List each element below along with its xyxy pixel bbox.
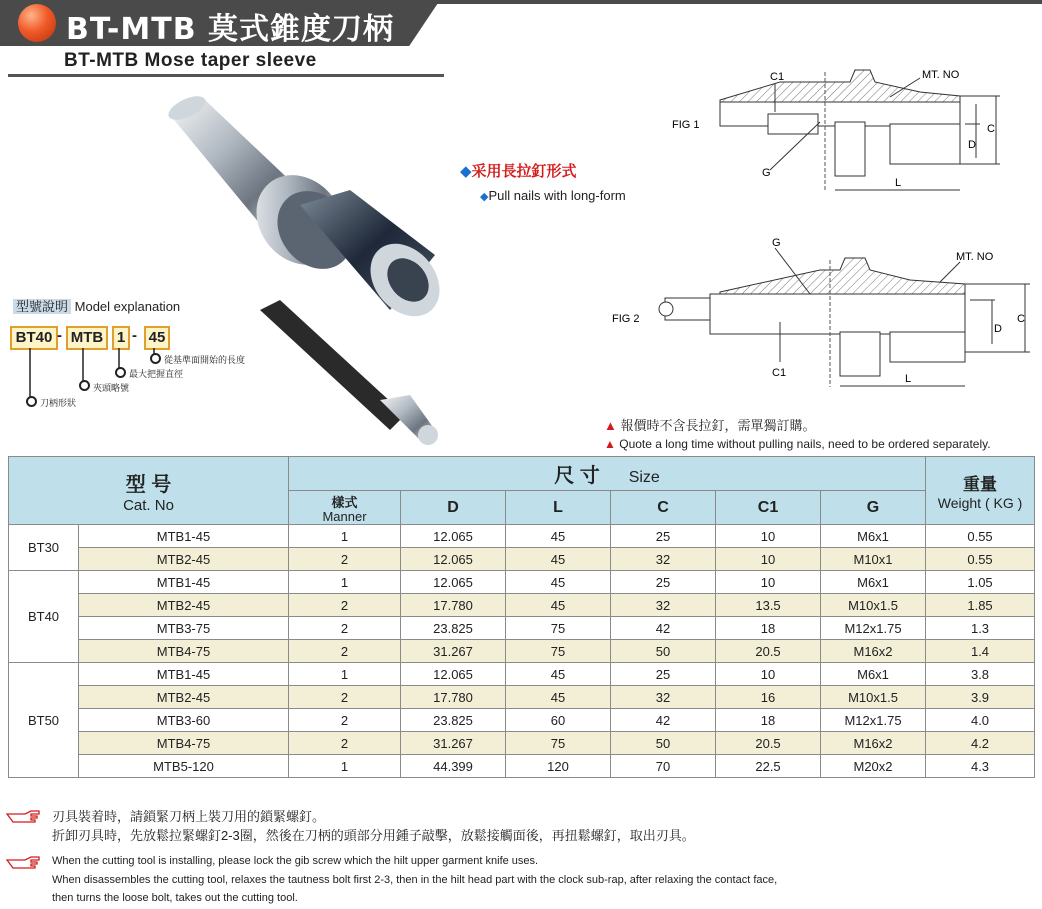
table-cell: 2 bbox=[289, 617, 401, 640]
table-cell: M16x2 bbox=[821, 640, 926, 663]
table-row bbox=[9, 525, 1035, 548]
table-cell: 2 bbox=[289, 640, 401, 663]
table-cell: 12.065 bbox=[401, 525, 506, 548]
table-cell: 45 bbox=[506, 686, 611, 709]
subtitle-underline bbox=[8, 74, 444, 77]
group-label: BT40 bbox=[9, 571, 79, 663]
legend-dot bbox=[79, 380, 90, 391]
fig1-l: L bbox=[895, 177, 902, 189]
table-cell: 42 bbox=[611, 709, 716, 732]
table-row bbox=[9, 709, 1035, 732]
table-cell: 32 bbox=[611, 594, 716, 617]
table-cell: 4.0 bbox=[926, 709, 1035, 732]
orange-ball-icon bbox=[18, 4, 56, 42]
fig2-c1: C1 bbox=[772, 367, 787, 379]
fig1-c: C bbox=[987, 123, 995, 135]
table-cell: 75 bbox=[506, 617, 611, 640]
table-cell: 70 bbox=[611, 755, 716, 778]
table-cell: M10x1.5 bbox=[821, 686, 926, 709]
table-row bbox=[9, 594, 1035, 617]
table-cell: 45 bbox=[506, 663, 611, 686]
fig1-mt: MT. NO bbox=[922, 69, 960, 81]
pointing-hand-icon bbox=[6, 856, 40, 870]
table-cell: 2 bbox=[289, 686, 401, 709]
table-cell: 18 bbox=[716, 709, 821, 732]
bottom-note-en-3: then turns the loose bolt, takes out the cutting tool. bbox=[52, 892, 298, 904]
table-cell: 23.825 bbox=[401, 617, 506, 640]
code-clamp: MTB bbox=[66, 326, 108, 350]
table-cell: MTB5-120 bbox=[79, 755, 289, 778]
col-g-header: G bbox=[821, 491, 926, 525]
table-cell: 4.2 bbox=[926, 732, 1035, 755]
col-d-header: D bbox=[401, 491, 506, 525]
long-pull-note-en: ◆Pull nails with long-form bbox=[480, 188, 626, 203]
table-cell: 25 bbox=[611, 525, 716, 548]
fig1-g: G bbox=[762, 167, 771, 179]
table-row bbox=[9, 548, 1035, 571]
figure-2-drawing bbox=[600, 232, 1040, 392]
table-cell: 22.5 bbox=[716, 755, 821, 778]
table-cell: 1.05 bbox=[926, 571, 1035, 594]
model-explanation-en: Model explanation bbox=[74, 299, 181, 314]
table-cell: 20.5 bbox=[716, 732, 821, 755]
col-l-header: L bbox=[506, 491, 611, 525]
table-cell: 4.3 bbox=[926, 755, 1035, 778]
table-cell: 2 bbox=[289, 709, 401, 732]
table-cell: M10x1 bbox=[821, 548, 926, 571]
table-cell: 31.267 bbox=[401, 732, 506, 755]
table-cell: 50 bbox=[611, 732, 716, 755]
red-triangle-icon: ▲ bbox=[604, 437, 616, 451]
fig2-c: C bbox=[1017, 313, 1025, 325]
figure-1-drawing bbox=[660, 62, 1040, 202]
table-row bbox=[9, 686, 1035, 709]
legend-clamp: 夾頭略號 bbox=[93, 383, 130, 393]
table-row bbox=[9, 732, 1035, 755]
table-cell: 60 bbox=[506, 709, 611, 732]
table-cell: 1 bbox=[289, 525, 401, 548]
table-cell: 1 bbox=[289, 571, 401, 594]
table-cell: 20.5 bbox=[716, 640, 821, 663]
table-row bbox=[9, 755, 1035, 778]
bottom-note-cn-1: 刃具裝着時，請鎖緊刀柄上裝刀用的鎖緊螺釘。 bbox=[52, 809, 326, 824]
table-cell: 18 bbox=[716, 617, 821, 640]
table-cell: 0.55 bbox=[926, 548, 1035, 571]
pointing-hand-icon bbox=[6, 810, 40, 824]
table-cell: 17.780 bbox=[401, 594, 506, 617]
table-cell: MTB1-45 bbox=[79, 571, 289, 594]
table-row bbox=[9, 663, 1035, 686]
table-cell: 45 bbox=[506, 548, 611, 571]
bottom-note-en-1: When the cutting tool is installing, please lock the gib screw which the hilt upper garment knife uses. bbox=[52, 855, 539, 867]
fig1-label: FIG 1 bbox=[672, 119, 700, 131]
table-cell: M12x1.75 bbox=[821, 617, 926, 640]
code-diameter: 1 bbox=[112, 326, 130, 350]
red-triangle-icon: ▲ bbox=[604, 418, 617, 433]
fig2-d: D bbox=[994, 323, 1002, 335]
table-cell: 32 bbox=[611, 686, 716, 709]
table-cell: 31.267 bbox=[401, 640, 506, 663]
table-cell: MTB2-45 bbox=[79, 686, 289, 709]
code-dash: - bbox=[132, 327, 137, 344]
table-cell: MTB4-75 bbox=[79, 732, 289, 755]
table-cell: MTB4-75 bbox=[79, 640, 289, 663]
code-length: 45 bbox=[144, 326, 170, 350]
table-cell: 42 bbox=[611, 617, 716, 640]
table-cell: 23.825 bbox=[401, 709, 506, 732]
col-c1-header: C1 bbox=[716, 491, 821, 525]
table-cell: 1.85 bbox=[926, 594, 1035, 617]
table-cell: MTB2-45 bbox=[79, 548, 289, 571]
model-explanation-label bbox=[13, 296, 180, 315]
size-header: 尺 寸 Size bbox=[289, 457, 926, 491]
table-cell: 17.780 bbox=[401, 686, 506, 709]
blue-diamond-icon: ◆ bbox=[480, 191, 489, 203]
header-top-rule bbox=[430, 0, 1042, 4]
table-cell: M20x2 bbox=[821, 755, 926, 778]
table-cell: M16x2 bbox=[821, 732, 926, 755]
code-shape: BT40 bbox=[10, 326, 58, 350]
table-cell: 45 bbox=[506, 594, 611, 617]
col-c-header: C bbox=[611, 491, 716, 525]
table-cell: 1 bbox=[289, 663, 401, 686]
table-row bbox=[9, 640, 1035, 663]
table-cell: M6x1 bbox=[821, 571, 926, 594]
table-cell: 25 bbox=[611, 571, 716, 594]
table-cell: M10x1.5 bbox=[821, 594, 926, 617]
table-cell: 1 bbox=[289, 755, 401, 778]
table-cell: 1.4 bbox=[926, 640, 1035, 663]
warning-cn: ▲ 報價時不含長拉釘，需單獨訂購。 bbox=[604, 418, 816, 433]
page-title: BT-MTB 莫式錐度刀柄 bbox=[66, 12, 394, 47]
model-explanation-cn: 型號說明 bbox=[13, 299, 71, 314]
table-cell: 13.5 bbox=[716, 594, 821, 617]
table-cell: 75 bbox=[506, 732, 611, 755]
legend-shape: 刀柄形狀 bbox=[40, 398, 77, 408]
fig1-d: D bbox=[968, 139, 976, 151]
legend-dot bbox=[150, 353, 161, 364]
fig2-l: L bbox=[905, 373, 912, 385]
table-cell: 44.399 bbox=[401, 755, 506, 778]
page-subtitle: BT-MTB Mose taper sleeve bbox=[64, 50, 317, 71]
table-cell: 10 bbox=[716, 571, 821, 594]
legend-dot bbox=[26, 396, 37, 407]
table-cell: 1.3 bbox=[926, 617, 1035, 640]
table-cell: 32 bbox=[611, 548, 716, 571]
fig1-c1: C1 bbox=[770, 71, 785, 83]
table-cell: 25 bbox=[611, 663, 716, 686]
table-cell: MTB1-45 bbox=[79, 663, 289, 686]
table-cell: M12x1.75 bbox=[821, 709, 926, 732]
table-cell: 3.9 bbox=[926, 686, 1035, 709]
weight-header: 重量 Weight ( KG ) bbox=[926, 457, 1035, 525]
group-label: BT30 bbox=[9, 525, 79, 571]
fig2-mt: MT. NO bbox=[956, 251, 994, 263]
table-row bbox=[9, 571, 1035, 594]
table-cell: MTB3-75 bbox=[79, 617, 289, 640]
bottom-note-en-2: When disassembles the cutting tool, relaxes the tautness bolt first 2-3, then in the hilt head part with the clock sub-rap, after relaxing the contact face, bbox=[52, 874, 778, 886]
legend-diameter: 最大把握直徑 bbox=[129, 369, 184, 379]
table-cell: 12.065 bbox=[401, 663, 506, 686]
table-cell: 45 bbox=[506, 571, 611, 594]
bottom-note-cn-2: 折卸刃具時，先放鬆拉緊螺釘2-3圈，然後在刀柄的頭部分用鍾子敲擊，放鬆接觸面後，再扭鬆螺釘，取出刃具。 bbox=[52, 828, 695, 843]
table-cell: 10 bbox=[716, 525, 821, 548]
table-cell: 45 bbox=[506, 525, 611, 548]
table-cell: 2 bbox=[289, 732, 401, 755]
blue-diamond-icon: ◆ bbox=[460, 163, 472, 180]
warning-en: ▲ Quote a long time without pulling nails, need to be ordered separately. bbox=[604, 437, 991, 451]
legend-length: 從基準面開始的長度 bbox=[164, 355, 246, 365]
table-cell: 50 bbox=[611, 640, 716, 663]
fig2-label: FIG 2 bbox=[612, 313, 640, 325]
table-cell: 2 bbox=[289, 548, 401, 571]
table-cell: 120 bbox=[506, 755, 611, 778]
table-cell: 12.065 bbox=[401, 548, 506, 571]
manner-header: 樣式 Manner bbox=[289, 491, 401, 525]
table-cell: 16 bbox=[716, 686, 821, 709]
code-dash: - bbox=[57, 327, 62, 344]
table-cell: 75 bbox=[506, 640, 611, 663]
fig2-g: G bbox=[772, 237, 781, 249]
table-cell: 12.065 bbox=[401, 571, 506, 594]
table-cell: 0.55 bbox=[926, 525, 1035, 548]
table-cell: 3.8 bbox=[926, 663, 1035, 686]
table-row bbox=[9, 617, 1035, 640]
table-cell: M6x1 bbox=[821, 525, 926, 548]
legend-dot bbox=[115, 367, 126, 378]
table-cell: 10 bbox=[716, 663, 821, 686]
table-cell: MTB2-45 bbox=[79, 594, 289, 617]
group-label: BT50 bbox=[9, 663, 79, 778]
table-cell: M6x1 bbox=[821, 663, 926, 686]
table-cell: 10 bbox=[716, 548, 821, 571]
table-cell: MTB1-45 bbox=[79, 525, 289, 548]
spec-table bbox=[8, 456, 1035, 778]
table-cell: 2 bbox=[289, 594, 401, 617]
model-header: 型 号 Cat. No bbox=[9, 457, 289, 525]
long-pull-note-cn: ◆采用長拉釘形式 bbox=[460, 163, 577, 180]
table-cell: MTB3-60 bbox=[79, 709, 289, 732]
